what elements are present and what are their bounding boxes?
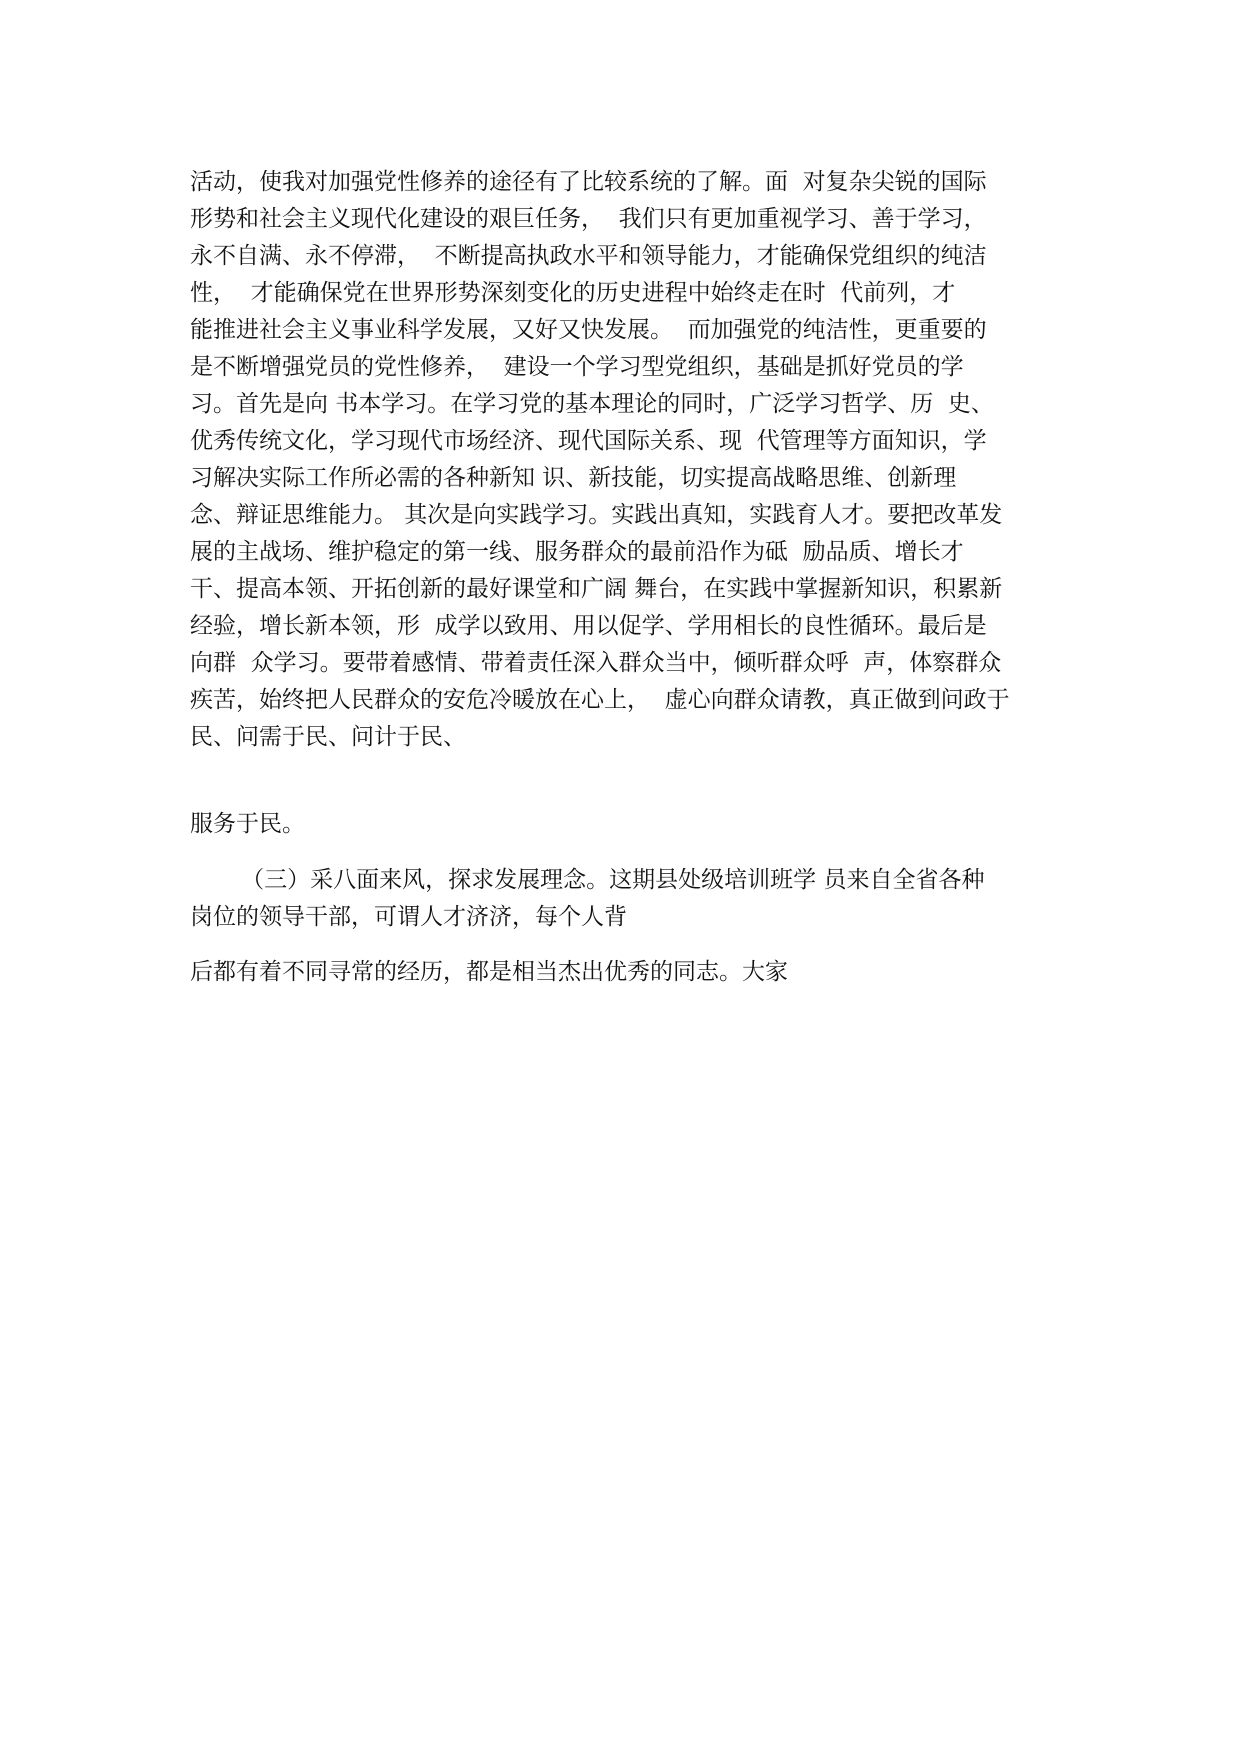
text-line: 习解决实际工作所必需的各种新知 识、新技能，切实提高战略思维、创新理 [190,465,957,491]
text-line: 能推进社会主义事业科学发展，又好又快发展。 而加强党的纯洁性，更重要的 [190,317,987,343]
text-line: 永不自满、永不停滞， 不断提高执政水平和领导能力，才能确保党组织的纯洁 [190,243,987,269]
section-paragraph [190,862,1070,936]
text-line: 是不断增强党员的党性修养， 建设一个学习型党组织，基础是抓好党员的学 [190,354,964,380]
text-line: 干、提高本领、开拓创新的最好课堂和广阔 舞台，在实践中掌握新知识，积累新 [190,576,1003,602]
text-line: 展的主战场、维护稳定的第一线、服务群众的最前沿作为砥 励品质、增长才 [190,539,964,565]
text-line: 向群 众学习。要带着感情、带着责任深入群众当中，倾听群众呼 声，体察群众 [190,650,1002,676]
text-line: 念、辩证思维能力。 其次是向实践学习。实践出真知，实践育人才。要把改革发 [190,502,1003,528]
text-line: 疾苦，始终把人民群众的安危冷暖放在心上， 虚心向群众请教，真正做到问政于 [190,687,1010,713]
text-line: 优秀传统文化，学习现代市场经济、现代国际关系、现 代管理等方面知识，学 [190,428,987,454]
last-paragraph [190,954,1070,991]
text-line: 习。首先是向 书本学习。在学习党的基本理论的同时，广泛学习哲学、历 史、 [190,391,994,417]
text-line: 形势和社会主义现代化建设的艰巨任务， 我们只有更加重视学习、善于学习， [190,206,987,232]
text-line: 服务于民。 [190,811,305,837]
text-line: 经验，增长新本领，形 成学以致用、用以促学、学用相长的良性循环。最后是 [190,613,987,639]
text-line: 性， 才能确保党在世界形势深刻变化的历史进程中始终走在时 代前列，才 [190,280,956,306]
text-line: 民、问需于民、问计于民、 [190,724,466,750]
text-line: （三）采八面来风，探求发展理念。这期县处级培训班学 员来自全省各种 [190,867,985,893]
tail-paragraph [190,806,1070,843]
text-line: 岗位的领导干部，可谓人才济济，每个人背 [190,904,627,930]
main-paragraph [190,164,1070,756]
text-line: 后都有着不同寻常的经历，都是相当杰出优秀的同志。大家 [190,959,788,985]
text-line: 活动，使我对加强党性修养的途径有了比较系统的了解。面 对复杂尖锐的国际 [190,169,987,195]
